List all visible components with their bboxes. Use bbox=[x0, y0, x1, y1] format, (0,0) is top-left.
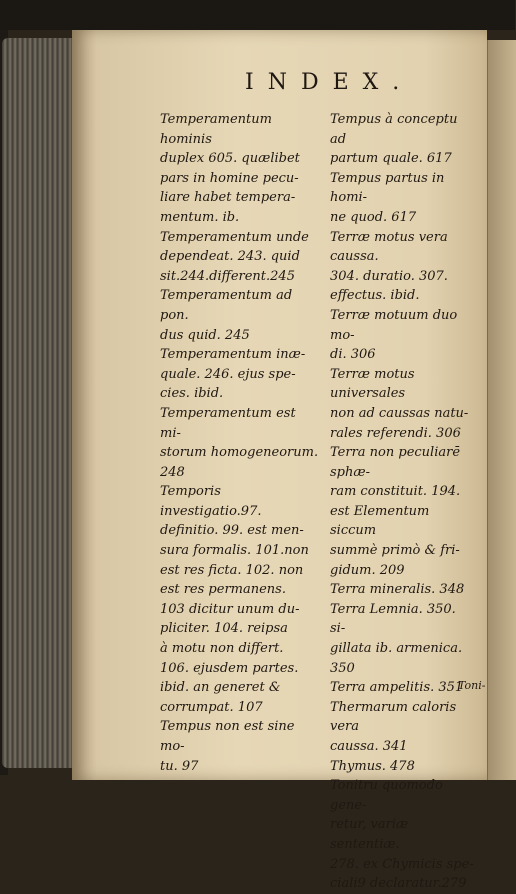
index-entry: Terræ motuum duo mo- di. 306 bbox=[330, 307, 458, 363]
index-entry: Tempus non est sine mo- tu. 97 bbox=[160, 719, 295, 774]
left-index-column bbox=[160, 110, 320, 776]
index-entry: Terræ motus universales non ad caussas natu- rales referendi. 306 bbox=[330, 366, 469, 441]
page-edges bbox=[2, 38, 72, 768]
index-heading: INDEX. bbox=[245, 70, 414, 95]
index-entry: Temperamentum unde dependeat. 243. quid sit.244.different.245 bbox=[160, 229, 309, 284]
index-entry: Thymus. 478 bbox=[330, 758, 415, 774]
index-entry: Temporis investigatio.97. definitio. 99. est men- sura formalis. 101.non est res ficta. 102. non est res permanens. 103 dicitur unum du- pliciter. 104. reipsa à motu non differt. 106. ejusdem partes. ibid. an generet & corrumpat. 107 bbox=[160, 484, 309, 715]
index-entry: Terræ motus vera caussa. 304. duratio. 307. effectus. ibid. bbox=[330, 229, 448, 304]
index-entry: Tonitru quomodo gene- retur, variæ sententiæ. 278. ex Chymicis spe- ciali9 declaratur.279 bbox=[330, 778, 474, 892]
index-entry: Thermarum caloris vera caussa. 341 bbox=[330, 699, 457, 754]
index-entry: Terra Lemnia. 350. si- gillata ib. armenica. 350 bbox=[330, 601, 463, 676]
index-entry: Terra ampelitis. 351 bbox=[330, 680, 464, 696]
background-top bbox=[0, 0, 515, 30]
index-entry: Terra mineralis. 348 bbox=[330, 582, 465, 598]
index-entry: Temperamentum hominis duplex 605. quælibet pars in homine pecu- liare habet tempera- mentum. ib. bbox=[160, 112, 300, 225]
index-entry: Tempus à conceptu ad partum quale. 617 bbox=[330, 112, 458, 167]
catchword: Toni- bbox=[458, 679, 486, 692]
index-entry: Tempus partus in homi- ne quod. 617 bbox=[330, 170, 445, 225]
index-entry: Temperamentum inæ- quale. 246. ejus spe- cies. ibid. bbox=[160, 347, 306, 402]
next-page-edge bbox=[487, 40, 516, 780]
index-entry: Terra non peculiarē sphæ- ram constituit. 194. est Elementum siccum summè primò & fri- gidum. 209 bbox=[330, 445, 461, 578]
index-entry: Temperamentum est mi- storum homogeneorum. 248 bbox=[160, 405, 319, 480]
right-index-column bbox=[330, 110, 475, 894]
index-entry: Temperamentum ad pon. dus quid. 245 bbox=[160, 288, 293, 343]
